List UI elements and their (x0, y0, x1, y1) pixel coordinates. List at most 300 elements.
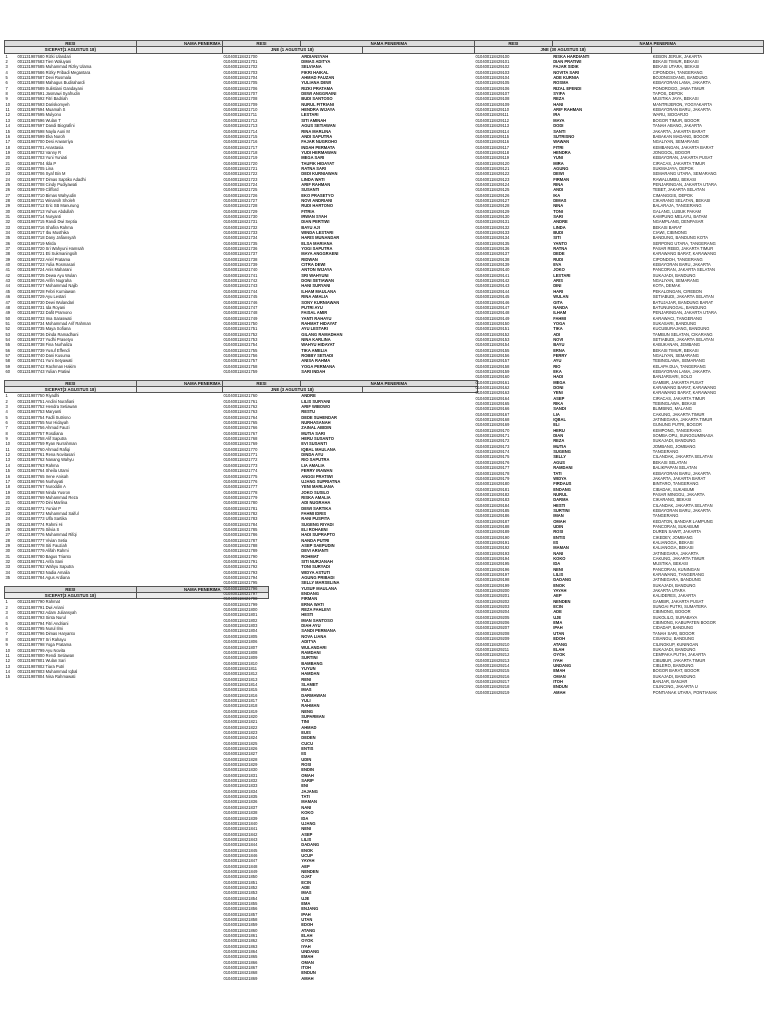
recipient-name: 001131987776 Muhammad Rifqi (17, 532, 77, 538)
resi-number: 010400118421867 (223, 965, 258, 971)
recipient-name: ELAH (301, 933, 313, 939)
recipient-name: ERNA WATI (301, 601, 324, 607)
row-number: 14 (5, 462, 11, 468)
resi-number: 010400118421724 (223, 181, 258, 187)
recipient-name: ANISA RAHMA (301, 358, 331, 364)
recipient-name: NOVI (553, 336, 564, 342)
recipient-name: 001131987760 Ahmad Rafiqi (17, 446, 70, 452)
recipient-name: MAYA ANGGRAENI (301, 251, 339, 257)
recipient-name: ADI (553, 331, 561, 337)
recipient-name: 001131987697 Dandi Biografini (17, 123, 75, 129)
recipient-city: KEMBANGAN, JAKARTA BARAT (652, 144, 714, 150)
recipient-name: ANDI (553, 187, 564, 193)
recipient-name: WAHYU HIDAYAT (301, 342, 335, 348)
resi-number: 010400118421820 (223, 713, 258, 719)
recipient-city: DUREN SAWIT, JAKARTA (652, 529, 702, 535)
recipient-city: CILINCING, JAKARTA U (652, 684, 698, 690)
recipient-name: AEP (553, 593, 562, 599)
resi-number: 010400118429192 (475, 545, 510, 551)
recipient-name: DODI (553, 123, 564, 129)
row-number: 12 (5, 112, 11, 118)
resi-number: 010400118429210 (475, 641, 510, 647)
recipient-name: REZA FAHLEVI (301, 607, 331, 613)
recipient-name: SITI (553, 235, 561, 241)
resi-number: 010400118421836 (223, 799, 258, 805)
resi-number: 010400118429164 (475, 395, 510, 401)
resi-number: 010400118421712 (223, 117, 258, 123)
recipient-name: TATI (553, 470, 562, 476)
recipient-name: RESTU (301, 409, 316, 415)
resi-number: 010400118429212 (475, 652, 510, 658)
resi-number: 010400118421754 (223, 342, 258, 348)
resi-number: 010400118429158 (475, 363, 510, 369)
resi-number: 010400118421803 (223, 623, 258, 629)
resi-number: 010400118429170 (475, 427, 510, 433)
recipient-name: 001131987767 Nuroddin A (17, 484, 66, 490)
recipient-name: EDOH (301, 922, 314, 928)
row-number: 46 (5, 294, 11, 300)
resi-number: 010400118421849 (223, 868, 258, 874)
recipient-city: KARAWANG BARAT, KARAWANG (652, 385, 717, 390)
recipient-name: ZAINAL ABIDIN (301, 425, 332, 431)
resi-number: 010400118421711 (223, 112, 258, 118)
resi-number: 010400118429189 (475, 529, 510, 535)
resi-number: 010400118421767 (223, 430, 258, 436)
penerima-column-header: NAMA PENERIMA (136, 586, 268, 592)
recipient-name: IRWAN SYAH (301, 214, 327, 219)
resi-number: 010400118421859 (223, 922, 258, 928)
resi-number: 010400118421763 (223, 409, 258, 415)
group-subheader: SICEPAT(1 AGUSTUS 18) (5, 47, 137, 53)
resi-column-header: RESI (5, 586, 137, 592)
resi-number: 010400118429113 (475, 123, 510, 129)
recipient-name: ATANG (553, 641, 568, 647)
resi-number: 010400118429173 (475, 443, 510, 449)
recipient-name: DARMAWAN (301, 692, 326, 698)
resi-number: 010400118421723 (223, 176, 258, 182)
resi-number: 010400118429135 (475, 240, 510, 246)
recipient-name: 001131987707 Dimas Saptiko Adadhi (17, 176, 86, 182)
recipient-name: 001131987714 Nuryanti (17, 214, 61, 219)
row-number: 17 (5, 139, 11, 145)
recipient-name: 001131987713 Yuhus Abdullah (17, 208, 74, 214)
recipient-city: CIPONDOH, TANGERANG (652, 69, 703, 75)
recipient-name: ENTIS (301, 746, 314, 752)
recipient-name: 001131987803 Muhammad Iqbal (17, 668, 78, 674)
recipient-name: IMAN (553, 513, 564, 519)
row-number: 47 (5, 299, 11, 305)
recipient-city: BOGOR BARAT, BOGOR (652, 668, 700, 674)
recipient-name: HAMDAN (301, 671, 320, 677)
row-number: 5 (5, 620, 8, 626)
recipient-name: RIKA (553, 401, 564, 407)
recipient-name: UDIN (301, 756, 312, 762)
recipient-name: 001131987699 Eka Nuroh (17, 133, 65, 139)
resi-column-header: RESI (223, 41, 301, 47)
recipient-name: 001131987705 Lina (17, 165, 54, 171)
recipient-name: 001131987765 Irene Anisah (17, 473, 69, 479)
resi-number: 010400118429153 (475, 336, 510, 342)
recipient-name: YOGI SAPUTRA (301, 246, 333, 252)
recipient-name: IIS (553, 539, 559, 545)
recipient-name: 001131987740 Dani Kusuma (17, 352, 71, 358)
row-number: 1 (5, 393, 8, 399)
resi-number: 010400118429207 (475, 625, 510, 631)
recipient-name: SANDI (553, 406, 566, 412)
resi-number: 010400118429151 (475, 326, 510, 332)
recipient-name: WINDA LESTARI (301, 230, 334, 236)
recipient-name: ROHMAT (301, 553, 319, 559)
recipient-name: ARIS (553, 278, 563, 284)
row-number: 59 (5, 363, 11, 369)
recipient-name: ANGGI PRATIWI (301, 473, 333, 479)
recipient-name: AYU (553, 358, 562, 364)
recipient-name: 001131987796 Dimas Haryanto (17, 631, 75, 637)
recipient-name: 001131987700 Desi Anwarriya (17, 139, 73, 145)
recipient-name: MAMAN (301, 799, 317, 805)
recipient-city: JATINEGARA, JAKARTA (652, 550, 699, 556)
resi-number: 010400118421768 (223, 436, 258, 442)
resi-number: 010400118429203 (475, 604, 510, 610)
recipient-name: 001131987756 Ahmad Fauzi (17, 425, 70, 431)
resi-number: 010400118421804 (223, 628, 258, 634)
recipient-city: KARAWANG, TANGERANG (652, 572, 705, 578)
resi-number: 010400118421827 (223, 751, 258, 757)
row-number: 30 (5, 208, 11, 214)
recipient-name: IYAH (301, 943, 311, 949)
recipient-name: IDA (301, 815, 309, 821)
recipient-name: IIS (301, 751, 307, 757)
resi-number: 010400118421842 (223, 831, 258, 837)
recipient-name: LESTARI (553, 272, 571, 278)
row-number: 52 (5, 326, 11, 332)
recipient-name: NOVI ANDRIANI (301, 197, 333, 203)
recipient-name: ANDI SAPUTRA (301, 133, 333, 139)
recipient-name: 001131987783 Nadia Amalia (17, 569, 70, 575)
recipient-name: DEVI ARIANTI (301, 548, 329, 554)
recipient-name: AEP (301, 863, 310, 869)
resi-number: 010400118421862 (223, 938, 258, 944)
recipient-name: MEGA (553, 379, 566, 385)
recipient-name: ERNA (553, 347, 565, 353)
resi-number: 010400118429184 (475, 502, 510, 508)
row-number: 32 (5, 559, 11, 564)
resi-number: 010400118421851 (223, 879, 258, 885)
resi-number: 010400118421727 (223, 197, 258, 203)
row-number: 29 (5, 542, 11, 548)
recipient-name: ARIF RAHMAN (553, 107, 583, 113)
recipient-name: OMAH (553, 518, 566, 524)
resi-number: 010400118421701 (223, 59, 258, 65)
resi-number: 010400118429155 (475, 347, 510, 353)
recipient-name: FAHMI IDRIS (301, 510, 327, 516)
resi-number: 010400118429144 (475, 288, 510, 294)
recipient-name: FAISAL AMIR (301, 310, 328, 316)
recipient-name: LILIS (301, 836, 312, 842)
group-subheader: JNE (30 AGUSTUS 18) (475, 47, 652, 53)
recipient-name: ASEP (301, 831, 313, 837)
recipient-city: TEBET, JAKARTA SELATAN (652, 187, 705, 193)
resi-number: 010400118421717 (223, 144, 258, 150)
recipient-name: AMAH (301, 975, 314, 981)
row-number: 13 (5, 663, 11, 669)
resi-number: 010400118429206 (475, 620, 510, 626)
recipient-name: ROBBY SETIADI (301, 352, 334, 358)
recipient-city: CIAWI, CIBINONG (652, 230, 687, 236)
resi-number: 010400118421866 (223, 959, 258, 965)
resi-number: 010400118421812 (223, 671, 258, 677)
recipient-city: NGALIYAN, SEMARANG (652, 352, 699, 358)
resi-number: 010400118421781 (223, 505, 258, 511)
row-number: 51 (5, 320, 11, 326)
recipient-city: BALIKPAPAN SELATAN (652, 465, 697, 471)
row-number: 22 (5, 165, 11, 171)
recipient-name: UJE (301, 895, 310, 901)
resi-number: 010400118421832 (223, 778, 258, 784)
recipient-name: EVA (553, 262, 562, 268)
row-number: 18 (5, 144, 11, 150)
recipient-city: KEBAYORAN BARU, JAKARTA (652, 507, 711, 513)
resi-number: 010400118421853 (223, 890, 258, 896)
resi-number: 010400118421771 (223, 452, 258, 458)
recipient-name: 001131987704 Ilda P (17, 160, 57, 166)
recipient-name: 001131987762 Nanang Wahyu (17, 457, 74, 463)
recipient-city: JATINEGARA, JAKARTA TIMUR (652, 417, 713, 423)
resi-number: 010400118429194 (475, 556, 510, 561)
resi-number: 010400118421816 (223, 692, 258, 698)
recipient-city: BABAKAN MADANG, BOGOR (652, 133, 709, 139)
recipient-name: YOGA PERMANA (301, 363, 336, 369)
resi-number: 010400118429118 (475, 149, 510, 155)
recipient-name: RATNA (553, 246, 568, 252)
recipient-name: REZA (553, 96, 565, 102)
recipient-name: 001131987782 Wahyu Saputra (17, 564, 74, 570)
recipient-name: 001131987734 Mohammad Arif Rahman (17, 320, 91, 326)
recipient-city: CIRACAS, JAKARTA TIMUR (652, 395, 706, 401)
resi-number: 010400118429102 (475, 64, 510, 70)
recipient-name: 001131987730 Dewi Wulandari (17, 299, 75, 305)
resi-number: 010400118421775 (223, 473, 258, 479)
recipient-city: CIKEDEY, JOMBANG (652, 534, 693, 540)
recipient-name: EMAH (553, 668, 566, 674)
row-number: 57 (5, 352, 11, 358)
resi-number: 010400118429171 (475, 433, 510, 439)
recipient-city: CILANDAK, JAKARTA SELATAN (652, 454, 713, 460)
recipient-city: NGALIYAN, SEMARANG (652, 139, 699, 145)
recipient-name: 001131987686 Rizky Pribadi Megantara (17, 69, 91, 75)
recipient-name: JOKO SUSILO (301, 489, 330, 495)
resi-number: 010400118421792 (223, 564, 258, 570)
recipient-name: HENDRA WIJAYA (301, 107, 335, 113)
recipient-name: 001131987791 Dwi Ariani (17, 604, 64, 610)
recipient-city: GALANG, LUBUK PAKAM (652, 208, 701, 214)
resi-number: 010400118421794 (223, 575, 258, 581)
resi-number: 010400118421731 (223, 219, 258, 225)
recipient-name: FITRI (553, 144, 564, 150)
resi-number: 010400118421748 (223, 310, 258, 316)
row-number: 3 (5, 404, 8, 410)
resi-number: 010400118429211 (475, 646, 510, 652)
resi-number: 010400118429174 (475, 449, 510, 455)
recipient-city: MANTRIJERON, YOGYAKARTA (652, 101, 713, 107)
recipient-name: ECIN (553, 604, 563, 610)
row-number: 36 (5, 240, 11, 246)
resi-number: 010400118421787 (223, 537, 258, 543)
recipient-name: WULANDARI (301, 644, 327, 650)
recipient-name: RAMDANI (553, 465, 573, 471)
resi-number: 010400118429190 (475, 534, 510, 540)
recipient-name: 001131987757 Rosdiana (17, 430, 63, 436)
recipient-name: 001131987717 Ibu Musthika (17, 230, 69, 236)
resi-number: 010400118429204 (475, 609, 510, 615)
recipient-name: AYU LESTARI (301, 326, 328, 332)
recipient-city: NGALIYAN, SEMARANG (652, 278, 699, 284)
recipient-city: KEBAYORAN BARU, JAKARTA (652, 470, 711, 476)
resi-number: 010400118421858 (223, 917, 258, 923)
resi-number: 010400118421761 (223, 398, 258, 404)
resi-number: 010400118429205 (475, 614, 510, 620)
resi-number: 010400118429127 (475, 197, 510, 203)
recipient-city: TAMBUN SELATAN, CIKARANG (652, 331, 713, 337)
recipient-name: YUNI (553, 155, 563, 161)
recipient-name: DEWI (553, 171, 564, 177)
recipient-name: MUTIA SARI (301, 430, 325, 436)
row-number: 4 (5, 409, 8, 415)
resi-number: 010400118429186 (475, 513, 510, 519)
recipient-name: 001131987737 Yudhi Prasetyo (17, 336, 74, 342)
recipient-name: ELAH (553, 646, 565, 652)
recipient-name: RIDWAN (301, 256, 318, 262)
resi-number: 010400118421728 (223, 203, 258, 209)
recipient-name: AGUS SETIAWAN (301, 123, 336, 129)
recipient-city: CISANGU, BANDUNG (652, 636, 695, 642)
resi-number: 010400118421716 (223, 139, 258, 145)
resi-number: 010400118421821 (223, 719, 258, 725)
resi-number: 010400118421745 (223, 294, 258, 300)
recipient-name: 001131987750 Riyadhi (17, 393, 60, 399)
recipient-city: BEKASI SELATAN (652, 459, 687, 465)
recipient-city: KOTA, DEMAK (652, 283, 681, 289)
resi-number: 010400118421753 (223, 336, 258, 342)
resi-number: 010400118421854 (223, 895, 258, 901)
recipient-name: YENI (553, 390, 563, 396)
recipient-name: IDA (553, 561, 561, 567)
row-number: 34 (5, 230, 11, 236)
recipient-name: SELLY (553, 454, 567, 460)
row-number: 54 (5, 336, 11, 342)
row-number: 9 (5, 96, 8, 102)
recipient-name: AGUS (553, 459, 566, 465)
penerima-column-header: NAMA PENERIMA (136, 41, 268, 47)
recipient-name: SUGENG RIYADI (301, 521, 334, 527)
recipient-name: OMAH (301, 772, 314, 778)
resi-number: 010400118421833 (223, 783, 258, 789)
recipient-name: 001131987708 Cindy Pudiyawati (17, 181, 78, 187)
recipient-city: BOJONGSOANG, BANDUNG (652, 75, 708, 81)
recipient-city: SOMBA OPU, SUNGGUMINASA (652, 433, 714, 439)
recipient-city: BANJARSARI, SOLO (652, 374, 693, 380)
resi-number: 010400118421762 (223, 404, 258, 410)
recipient-name: FIKRI HAIKAL (301, 69, 329, 75)
recipient-name: SUGENG (553, 449, 571, 455)
resi-number: 010400118421736 (223, 246, 258, 252)
recipient-name: NURHASANAH (301, 420, 331, 426)
recipient-name: MUTIA (553, 443, 567, 449)
recipient-name: UTAN (301, 917, 313, 923)
recipient-name: 001131987802 Tiara Putri (17, 663, 65, 669)
recipient-name: REZA (553, 438, 565, 444)
row-number: 29 (5, 203, 11, 209)
resi-number: 010400118421840 (223, 820, 258, 826)
recipient-city: SETIABUDI, JAKARTA SELATAN (652, 294, 714, 300)
resi-number: 010400118429182 (475, 491, 510, 497)
resi-number: 010400118429149 (475, 315, 510, 321)
resi-number: 010400118429121 (475, 165, 510, 171)
recipient-name: 001131987758 Alif Saputra (17, 436, 67, 442)
resi-number: 010400118429150 (475, 320, 510, 326)
row-number: 1 (5, 53, 8, 59)
recipient-name: AMAH (553, 689, 566, 695)
recipient-name: 001131987732 Dafit Pramono (17, 310, 72, 316)
recipient-name: OYOK (553, 652, 566, 658)
recipient-name: ENDUN (553, 684, 568, 690)
resi-number: 010400118429110 (475, 107, 510, 113)
recipient-name: 001131987763 Rahma (17, 462, 59, 468)
recipient-name: 001131987720 Sri Wahyuni Hamsah (17, 246, 84, 252)
recipient-city: RAWALUMBU, BEKASI (652, 176, 697, 182)
recipient-name: BUDI SANTOSO (301, 96, 333, 102)
recipient-name: DARMA (553, 497, 569, 503)
recipient-name: 001131987752 Hendra Setiawan (17, 404, 78, 410)
resi-number: 010400118429208 (475, 630, 510, 636)
recipient-name: HARI (553, 288, 564, 294)
group-subheader: JNE (1 AGUSTUS 18) (223, 47, 363, 53)
recipient-name: TONI (553, 208, 563, 214)
resi-number: 010400118429196 (475, 566, 510, 572)
resi-number: 010400118429146 (475, 299, 510, 305)
resi-number: 010400118421737 (223, 251, 258, 257)
resi-number: 010400118421714 (223, 128, 258, 134)
resi-number: 010400118429209 (475, 636, 510, 642)
recipient-name: 001131987784 Agus Ardiana (17, 575, 70, 581)
table-row (223, 976, 478, 981)
recipient-city: BEKASI TIMUR, BEKASI (652, 347, 699, 353)
resi-number: 010400118421831 (223, 772, 258, 778)
resi-number: 010400118421830 (223, 767, 258, 773)
recipient-name: 001131987695 Mulyono (17, 112, 62, 118)
recipient-name: 001131987799 Ayu Novita (17, 647, 66, 653)
table-row (475, 690, 764, 695)
recipient-name: OJAT (301, 874, 312, 880)
recipient-name: 001131987797 Sri Rahayu (17, 636, 66, 642)
recipient-name: LILIS SURYANI (301, 398, 331, 404)
recipient-name: 001131987741 Yuni Setyawati (17, 358, 73, 364)
recipient-name: BUDI (553, 230, 564, 236)
recipient-name: FIRMAN (553, 176, 570, 182)
recipient-name: PUTRI AYU (301, 304, 323, 310)
row-number: 60 (5, 368, 11, 374)
recipient-city: MUSTIKA, BEKASI (652, 561, 689, 567)
recipient-name: SANDI PERMANA (301, 628, 336, 634)
recipient-city: NGAMPLANG, DENPASAR (652, 219, 704, 225)
recipient-name: YULI (301, 697, 311, 703)
resi-number: 010400118429176 (475, 459, 510, 465)
recipient-city: KARAWANG BARAT, KARAWANG (652, 251, 717, 257)
recipient-name: ELI ROHAENI (301, 526, 328, 532)
resi-number: 010400118421773 (223, 462, 258, 468)
recipient-name: SELVIANA (301, 64, 322, 70)
resi-number: 010400118421809 (223, 655, 258, 661)
